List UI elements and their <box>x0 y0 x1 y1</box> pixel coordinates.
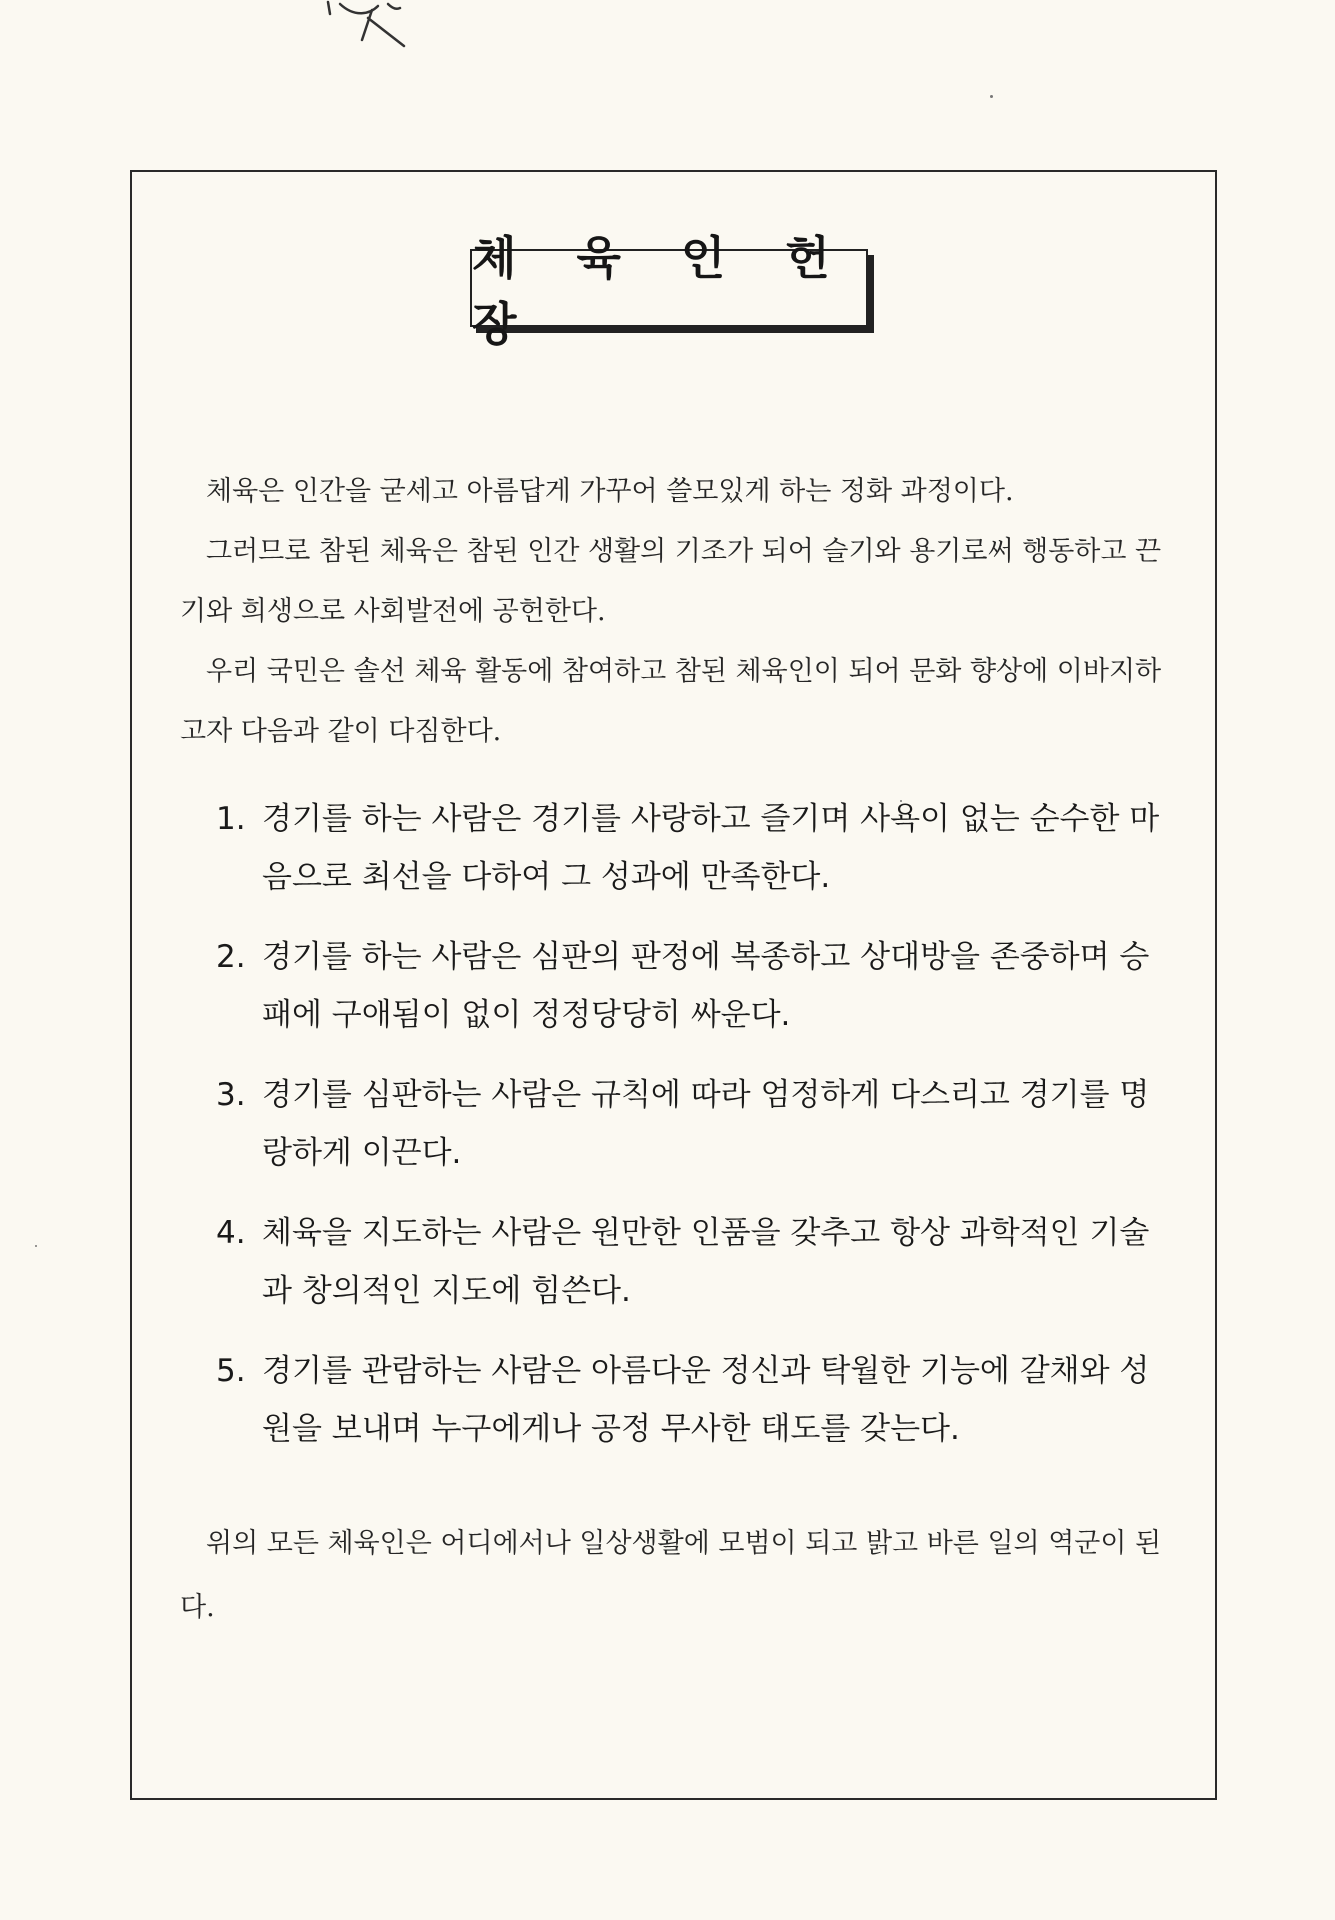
article-item <box>180 1066 1170 1182</box>
document-frame <box>130 170 1217 1800</box>
speck <box>35 1245 37 1247</box>
preamble-paragraph: 체육은 인간을 굳세고 아름답게 가꾸어 쓸모있게 하는 정화 과정이다. <box>206 476 1014 507</box>
article-item <box>180 928 1170 1044</box>
article-item <box>180 790 1170 906</box>
article-item <box>180 1204 1170 1320</box>
handwritten-mark <box>300 0 460 60</box>
preamble-paragraph: 그러므로 참된 체육은 참된 인간 생활의 기조가 되어 슬기와 용기로써 행동하고 끈기와 희생으로 사회발전에 공헌한다. <box>180 536 1162 627</box>
article-list <box>180 790 1170 1480</box>
article-number: 4. <box>216 1215 246 1251</box>
closing-paragraph: 위의 모든 체육인은 어디에서나 일상생활에 모범이 되고 밝고 바른 일의 역군이 된다. <box>180 1528 1162 1623</box>
document-title: 체 육 인 헌 장 <box>472 231 852 351</box>
article-text: 경기를 하는 사람은 심판의 판정에 복종하고 상대방을 존중하며 승패에 구애됨이 없이 정정당당히 싸운다. <box>262 939 1150 1033</box>
title-box <box>470 231 868 351</box>
closing <box>180 1512 1170 1640</box>
article-item <box>180 1342 1170 1458</box>
preamble-paragraph: 우리 국민은 솔선 체육 활동에 참여하고 참된 체육인이 되어 문화 향상에 이바지하고자 다음과 같이 다짐한다. <box>180 656 1162 747</box>
speck <box>990 95 993 98</box>
article-text: 경기를 관람하는 사람은 아름다운 정신과 탁월한 기능에 갈채와 성원을 보내며 누구에게나 공정 무사한 태도를 갖는다. <box>262 1353 1150 1447</box>
article-text: 경기를 심판하는 사람은 규칙에 따라 엄정하게 다스리고 경기를 명랑하게 이끈다. <box>262 1077 1150 1171</box>
article-text: 체육을 지도하는 사람은 원만한 인품을 갖추고 항상 과학적인 기술과 창의적인 지도에 힘쓴다. <box>262 1215 1150 1309</box>
article-number: 3. <box>216 1077 246 1113</box>
preamble <box>180 462 1170 762</box>
article-number: 2. <box>216 939 246 975</box>
article-number: 1. <box>216 801 246 837</box>
article-number: 5. <box>216 1353 246 1389</box>
article-text: 경기를 하는 사람은 경기를 사랑하고 즐기며 사욕이 없는 순수한 마음으로 최선을 다하여 그 성과에 만족한다. <box>262 801 1160 895</box>
